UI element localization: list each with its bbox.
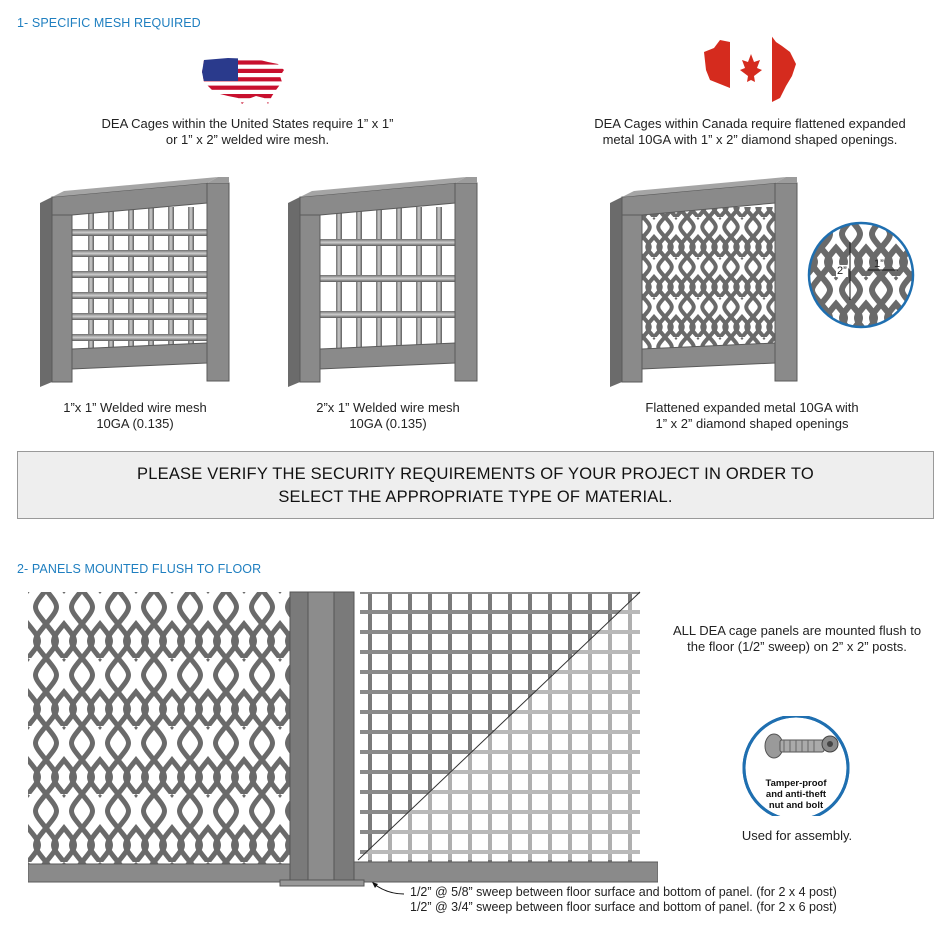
panel2-caption-line1: 2”x 1” Welded wire mesh	[316, 400, 460, 415]
panel1-caption	[35, 400, 235, 432]
section1-title: 1- SPECIFIC MESH REQUIRED	[17, 16, 201, 30]
panel1-caption-line2: 10GA (0.135)	[96, 416, 174, 431]
arrow-pointer-icon	[368, 880, 408, 900]
sweep-notes	[410, 885, 837, 915]
bolt-badge-text	[746, 778, 846, 811]
notice-line2: SELECT THE APPROPRIATE TYPE OF MATERIAL.	[278, 488, 673, 506]
bolt-badge-line1: Tamper-proof	[765, 778, 827, 789]
notice-text	[18, 463, 933, 509]
us-requirement-text: DEA Cages within the United States require 1” x 1” or 1” x 2” welded wire mesh.	[101, 116, 394, 147]
diamond-opening-detail-image	[806, 220, 916, 330]
bolt-badge-line3: nut and bolt	[768, 800, 824, 811]
welded-mesh-1x1-panel-image	[40, 177, 230, 387]
notice-line1: PLEASE VERIFY THE SECURITY REQUIREMENTS OF YOUR PROJECT IN ORDER TO	[137, 465, 814, 483]
welded-mesh-2x1-panel-image	[288, 177, 478, 387]
panel3-caption-line2: 1” x 2” diamond shaped openings	[655, 416, 849, 431]
panel3-caption	[610, 400, 894, 432]
verification-notice-box	[17, 451, 934, 519]
panel2-caption-line2: 10GA (0.135)	[349, 416, 427, 431]
detail-width-label: 1”	[874, 258, 884, 270]
bolt-badge-line2: and anti-theft	[765, 789, 827, 800]
sweep-note-2: 1/2” @ 3/4” sweep between floor surface and bottom of panel. (for 2 x 6 post)	[410, 900, 837, 914]
panel1-caption-line1: 1”x 1” Welded wire mesh	[63, 400, 207, 415]
detail-height-label: 2”	[837, 265, 847, 277]
section2-title: 2- PANELS MOUNTED FLUSH TO FLOOR	[17, 562, 262, 576]
canada-flag-map-icon	[700, 30, 800, 105]
flush-mount-description: ALL DEA cage panels are mounted flush to the floor (1/2” sweep) on 2” x 2” posts.	[672, 623, 922, 654]
flush-floor-mounting-image	[28, 590, 658, 890]
sweep-note-1: 1/2” @ 5/8” sweep between floor surface and bottom of panel. (for 2 x 4 post)	[410, 885, 837, 899]
expanded-metal-panel-image	[610, 177, 800, 387]
panel2-caption	[288, 400, 488, 432]
panel3-caption-line1: Flattened expanded metal 10GA with	[645, 400, 859, 415]
canada-requirement-text: DEA Cages within Canada require flattened expanded metal 10GA with 1” x 2” diamond shaped openings.	[594, 116, 906, 147]
assembly-text: Used for assembly.	[741, 828, 853, 843]
us-flag-map-icon	[198, 52, 288, 107]
